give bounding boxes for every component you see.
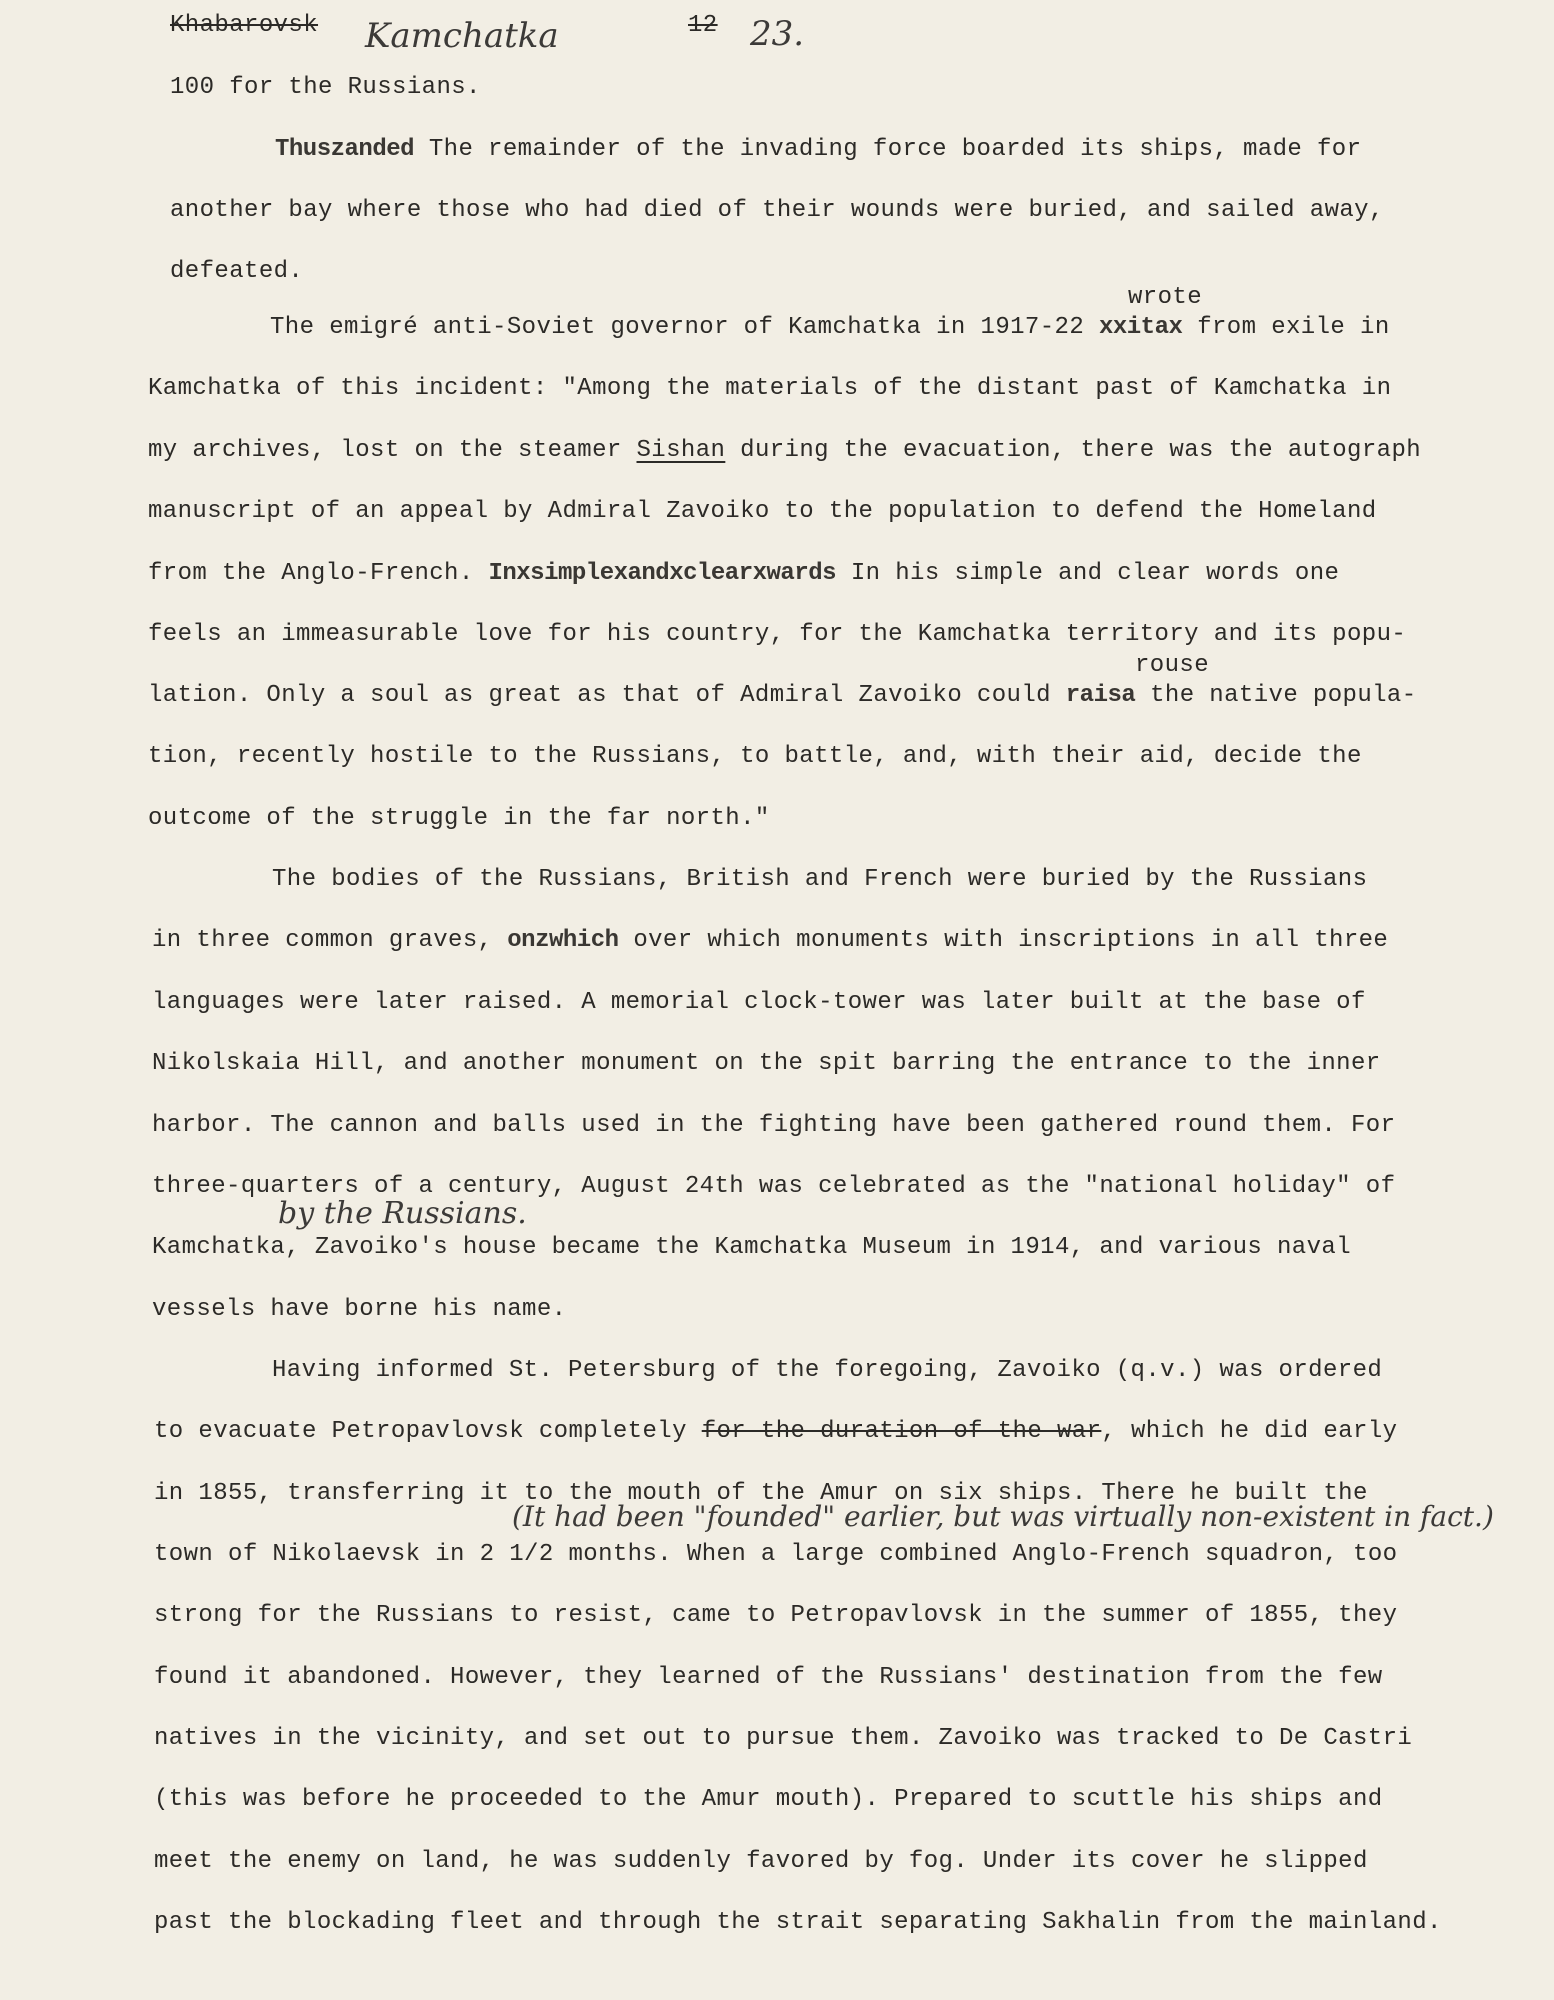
text-run: from exile in — [1197, 314, 1390, 341]
typed-xout: xxitax — [1098, 314, 1183, 341]
page-number: 23. — [750, 14, 805, 54]
text-line: in 1855, transferring it to the mouth of the Amur on six ships. There he built the — [154, 1480, 1368, 1507]
text-run: In his simple and clear words one — [850, 560, 1340, 587]
text-line: another bay where those who had died of their wounds were buried, and sailed away, — [170, 197, 1384, 224]
text-line: (this was before he proceeded to the Amur mouth). Prepared to scuttle his ships and — [154, 1786, 1383, 1813]
text-line: three-quarters of a century, August 24th was celebrated as the "national holiday" of — [152, 1173, 1396, 1200]
text-line — [154, 1541, 1397, 1568]
text-run: my archives, lost on the steamer — [148, 437, 622, 464]
text-run: during the evacuation, there was the autograph — [740, 437, 1422, 464]
text-run: The emigré anti-Soviet governor of Kamchatka in 1917-22 — [270, 314, 1085, 341]
text-line: found it abandoned. However, they learned of the Russians' destination from the few — [154, 1664, 1383, 1691]
text-line: tion, recently hostile to the Russians, to battle, and, with their aid, decide the — [148, 743, 1362, 770]
text-line: natives in the vicinity, and set out to pursue them. Zavoiko was tracked to De Castri — [154, 1725, 1413, 1752]
text-line: vessels have borne his name. — [152, 1296, 567, 1323]
text-line — [270, 314, 1390, 341]
typed-xout: Thuszanded — [275, 136, 415, 163]
text-run: town of Nikolaevsk in 2 1/2 months. — [154, 1541, 673, 1568]
text-line: outcome of the struggle in the far north." — [148, 805, 770, 832]
struck-phrase: for the duration of the war — [701, 1418, 1102, 1445]
text-line: Having informed St. Petersburg of the foregoing, Zavoiko (q.v.) was ordered — [272, 1357, 1383, 1384]
typed-xout: Inxsimplexandxclearxwards — [488, 560, 837, 587]
text-line: strong for the Russians to resist, came to Petropavlovsk in the summer of 1855, they — [154, 1602, 1398, 1629]
handwritten-city: Kamchatka — [365, 16, 559, 56]
ship-name: Sishan — [636, 437, 726, 464]
text-run: When a large combined Anglo-French squadron, too — [686, 1541, 1398, 1568]
text-line: languages were later raised. A memorial clock-tower was later built at the base of — [152, 989, 1366, 1016]
text-line — [275, 136, 1361, 163]
text-line: Kamchatka of this incident: "Among the materials of the distant past of Kamchatka in — [148, 375, 1392, 402]
text-run: to evacuate Petropavlovsk completely — [154, 1418, 687, 1445]
text-run: over which monuments with inscriptions in all three — [633, 927, 1389, 954]
text-line: The bodies of the Russians, British and French were buried by the Russians — [272, 866, 1368, 893]
text-run: Kamchatka, — [152, 1234, 301, 1261]
handwritten-note: (It had been "founded" earlier, but was virtually non-existent in fact.) — [512, 1500, 1494, 1533]
text-line — [148, 437, 1421, 464]
typed-xout: onzwhich — [507, 927, 619, 954]
text-line: defeated. — [170, 258, 304, 285]
text-line: meet the enemy on land, he was suddenly favored by fog. Under its cover he slipped — [154, 1848, 1368, 1875]
text-run: , which he did early — [1101, 1418, 1398, 1445]
text-run: Zavoiko's house became the Kamchatka Museum in 1914, and various naval — [314, 1234, 1352, 1261]
text-line — [148, 560, 1339, 587]
text-run: from the Anglo-French. — [148, 560, 474, 587]
text-run: in three common graves, — [152, 927, 493, 954]
struck-page-number: 12 — [688, 12, 718, 39]
text-line — [152, 1234, 1351, 1261]
text-line: feels an immeasurable love for his country, for the Kamchatka territory and its popu- — [148, 621, 1407, 648]
text-line: past the blockading fleet and through the strait separating Sakhalin from the mainland. — [154, 1909, 1442, 1936]
text-line: 100 for the Russians. — [170, 74, 481, 101]
text-line — [152, 927, 1388, 954]
struck-city-heading: Khabarovsk — [170, 12, 319, 39]
handwritten-insertion: by the Russians. — [278, 1196, 527, 1231]
typed-xout: raisa — [1065, 682, 1136, 709]
typed-insertion: wrote — [1128, 284, 1203, 311]
typed-insertion: rouse — [1135, 652, 1210, 679]
text-run: the native popula- — [1150, 682, 1417, 709]
text-line — [154, 1418, 1397, 1445]
text-line: manuscript of an appeal by Admiral Zavoiko to the population to defend the Homeland — [148, 498, 1377, 525]
text-line — [148, 682, 1417, 709]
text-line: Nikolskaia Hill, and another monument on the spit barring the entrance to the inner — [152, 1050, 1381, 1077]
text-run: The remainder of the invading force boarded its ships, made for — [428, 136, 1362, 163]
text-run: lation. Only a soul as great as that of Admiral Zavoiko could — [148, 682, 1051, 709]
text-line: harbor. The cannon and balls used in the fighting have been gathered round them. For — [152, 1112, 1396, 1139]
